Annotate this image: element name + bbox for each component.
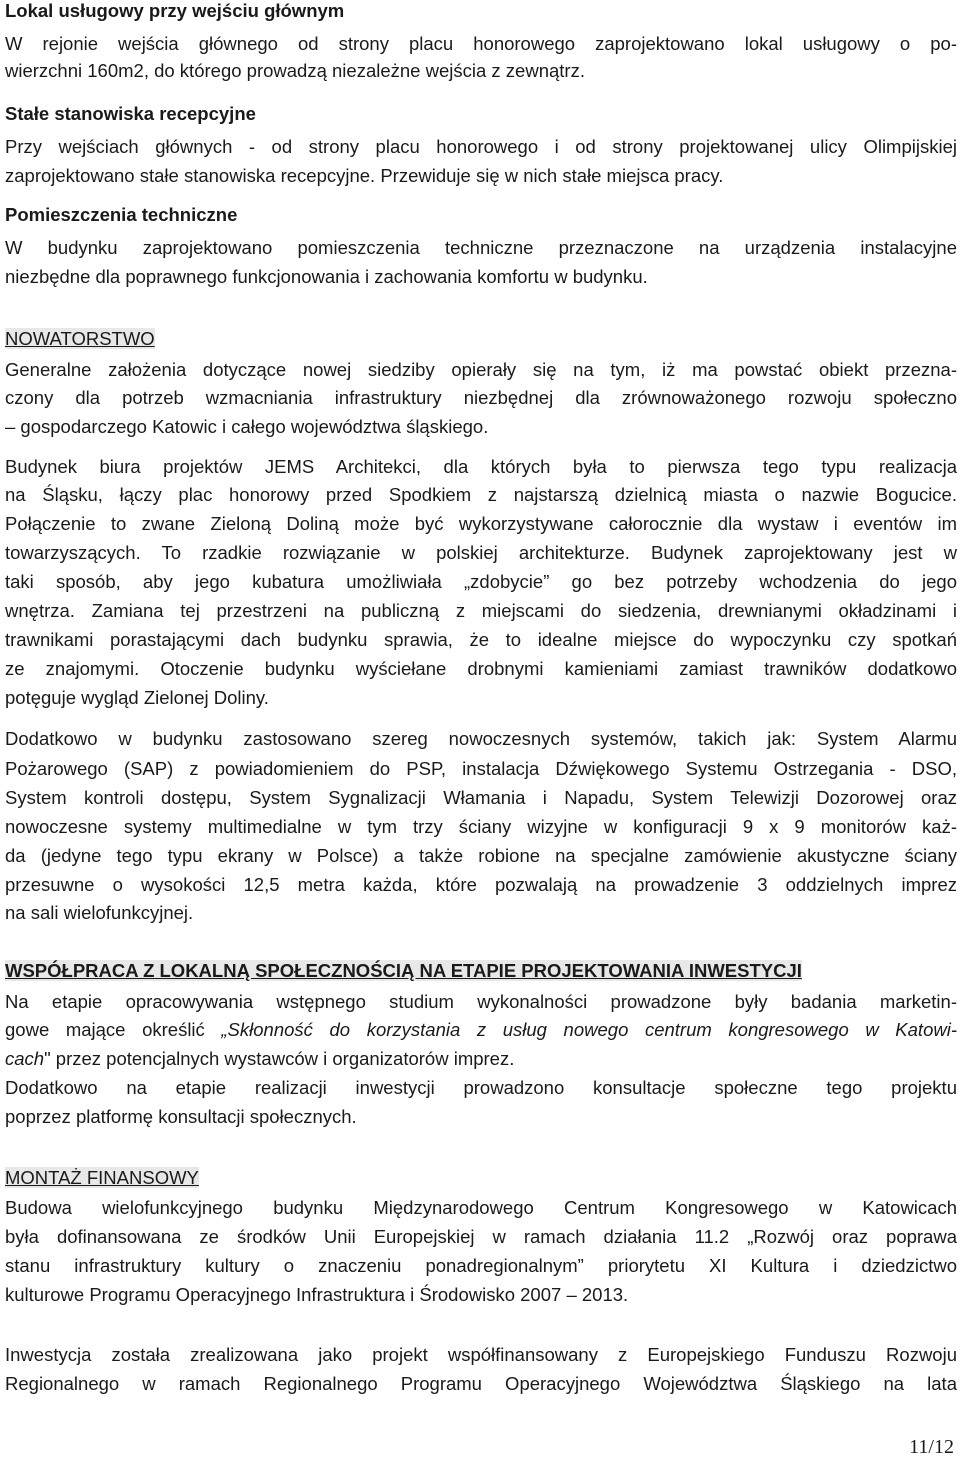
text-line: niezbędne dla poprawnego funkcjonowania i zachowania komfortu w budynku. xyxy=(5,266,648,287)
text-line: Pożarowego (SAP) z powiadomieniem do PSP, instalacja Dźwiękowego Systemu Ostrzegania - DSO, xyxy=(5,758,957,779)
text-line: ze znajomymi. Otoczenie budynku wyściełane drobnymi kamieniami zamiast trawników dodatkowo xyxy=(5,658,957,679)
heading-montaz: MONTAŻ FINANSOWY xyxy=(5,1167,199,1188)
heading-techniczne: Pomieszczenia techniczne xyxy=(5,204,238,225)
text-line: – gospodarczego Katowic i całego województwa śląskiego. xyxy=(5,416,489,437)
text-line: Generalne założenia dotyczące nowej siedziby opierały się na tym, iż ma powstać obiekt przezna- xyxy=(5,359,957,380)
quoted-title: „Skłonność do korzystania z usług nowego centrum kongresowego w Katowi- xyxy=(221,1019,957,1040)
text-line: stanu infrastruktury kultury o znaczeniu ponadregionalnym” priorytetu XI Kultura i dziedzictwo xyxy=(5,1255,957,1276)
text-line: czony dla potrzeb wzmacniania infrastruktury niezbędnej dla zrównoważonego rozwoju społeczno xyxy=(5,387,957,408)
text-line: W rejonie wejścia głównego od strony placu honorowego zaprojektowano lokal usługowy o po- xyxy=(5,33,957,54)
text-line: Na etapie opracowywania wstępnego studium wykonalności prowadzone były badania marketin- xyxy=(5,991,957,1012)
text-line-mixed xyxy=(5,1045,957,1072)
text-line: System kontroli dostępu, System Sygnalizacji Włamania i Napadu, System Telewizji Dozorowej oraz xyxy=(5,787,957,808)
heading-wspolpraca-row xyxy=(5,957,957,984)
text-line: zaprojektowano stałe stanowiska recepcyjne. Przewiduje się w nich stałe miejsca pracy. xyxy=(5,165,724,186)
text-line: Budynek biura projektów JEMS Architekci, dla których była to pierwsza tego typu realizacja xyxy=(5,456,957,477)
text-line: na Śląsku, łączy plac honorowy przed Spodkiem z najstarszą dzielnicą miasta o nazwie Bogucice. xyxy=(5,484,957,505)
text-line: potęguje wygląd Zielonej Doliny. xyxy=(5,687,269,708)
heading-lokal: Lokal usługowy przy wejściu głównym xyxy=(5,0,345,21)
text-run: " przez potencjalnych wystawców i organizatorów imprez. xyxy=(44,1048,515,1069)
text-line: W budynku zaprojektowano pomieszczenia techniczne przeznaczone na urządzenia instalacyjne xyxy=(5,237,957,258)
text-line: nowoczesne systemy multimedialne w tym trzy ściany wizyjne w konfiguracji 9 x 9 monitorów każ- xyxy=(5,816,957,837)
heading-montaz-row xyxy=(5,1164,957,1191)
heading-wspolpraca: WSPÓŁPRACA Z LOKALNĄ SPOŁECZNOŚCIĄ NA ETAPIE PROJEKTOWANIA INWESTYCJI xyxy=(5,960,802,981)
heading-nowatorstwo-row xyxy=(5,325,957,352)
heading-nowatorstwo: NOWATORSTWO xyxy=(5,328,155,349)
text-line: trawnikami porastającymi dach budynku sprawia, że to idealne miejsce do wypoczynku czy spotkań xyxy=(5,629,957,650)
page-number: 11/12 xyxy=(909,1436,954,1458)
text-run: gowe mające określić xyxy=(5,1019,222,1040)
text-line: Budowa wielofunkcyjnego budynku Międzynarodowego Centrum Kongresowego w Katowicach xyxy=(5,1197,957,1218)
text-line: na sali wielofunkcyjnej. xyxy=(5,902,194,923)
text-line: Połączenie to zwane Zieloną Doliną może być wykorzystywane całorocznie dla wystaw i eventów im xyxy=(5,513,957,534)
text-line: Inwestycja została zrealizowana jako projekt współfinansowany z Europejskiego Funduszu Rozwoju xyxy=(5,1344,957,1365)
text-line: wnętrza. Zamiana tej przestrzeni na publiczną z miejscami do siedzenia, drewnianymi okładzinami i xyxy=(5,600,957,621)
text-line: Dodatkowo w budynku zastosowano szereg nowoczesnych systemów, takich jak: System Alarmu xyxy=(5,728,957,749)
text-line: Przy wejściach głównych - od strony placu honorowego i od strony projektowanej ulicy Olimpijskiej xyxy=(5,136,957,157)
text-line: poprzez platformę konsultacji społecznych. xyxy=(5,1106,357,1127)
text-line: Regionalnego w ramach Regionalnego Programu Operacyjnego Województwa Śląskiego na lata xyxy=(5,1373,957,1394)
text-line: wierzchni 160m2, do którego prowadzą niezależne wejścia z zewnątrz. xyxy=(5,60,585,81)
heading-recepcja: Stałe stanowiska recepcyjne xyxy=(5,103,256,124)
text-line: była dofinansowana ze środków Unii Europejskiej w ramach działania 11.2 „Rozwój oraz poprawa xyxy=(5,1226,957,1247)
text-line: da (jedyne tego typu ekrany w Polsce) a także robione na specjalne zamówienie akustyczne ściany xyxy=(5,845,957,866)
quoted-title-end: cach xyxy=(5,1048,45,1069)
text-line: przesuwne o wysokości 12,5 metra każda, które pozwalają na prowadzenie 3 oddzielnych imprez xyxy=(5,874,957,895)
text-line-mixed xyxy=(5,1016,957,1043)
text-line: Dodatkowo na etapie realizacji inwestycji prowadzono konsultacje społeczne tego projektu xyxy=(5,1077,957,1098)
text-line: kulturowe Programu Operacyjnego Infrastruktura i Środowisko 2007 – 2013. xyxy=(5,1284,629,1305)
text-line: towarzyszących. To rzadkie rozwiązanie w polskiej architekturze. Budynek zaprojektowany jest w xyxy=(5,542,957,563)
text-line: taki sposób, aby jego kubatura umożliwiała „zdobycie” go bez potrzeby wchodzenia do jego xyxy=(5,571,957,592)
